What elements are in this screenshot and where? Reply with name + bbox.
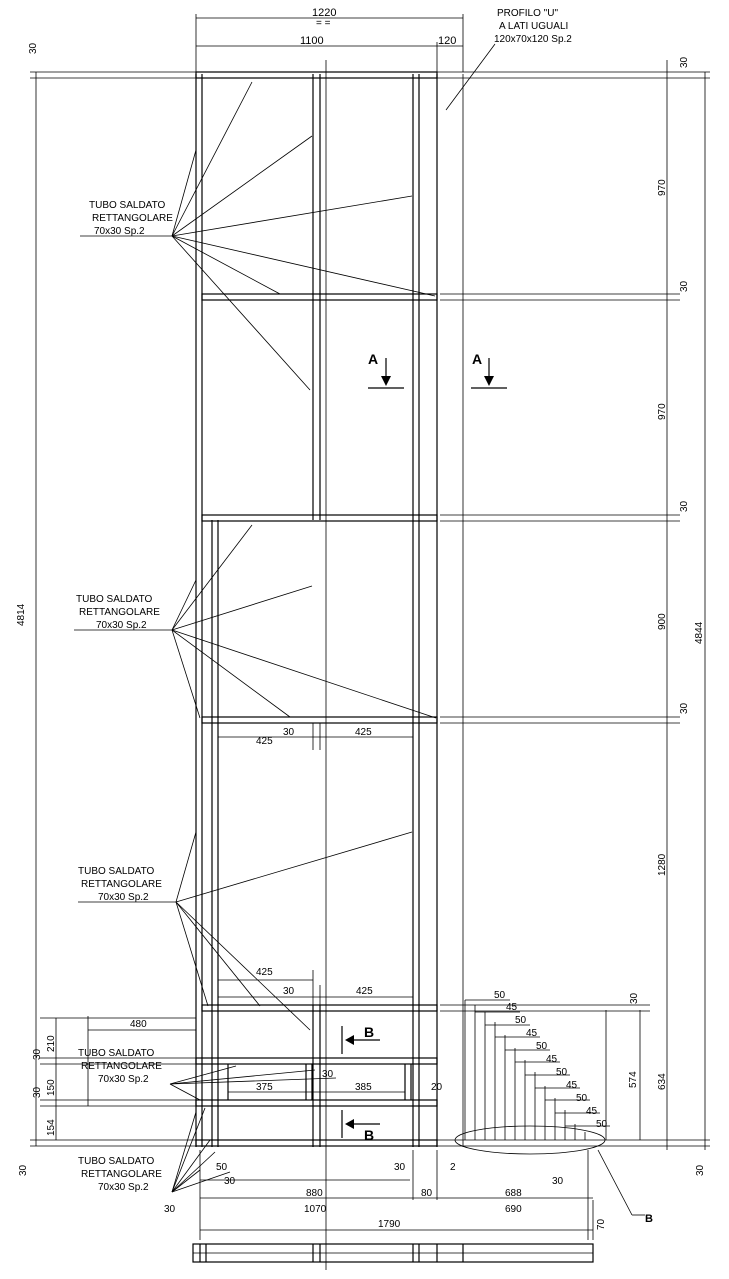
profile-note xyxy=(446,8,572,110)
dim-bottom-80: 80 xyxy=(421,1188,433,1199)
dim-right-6: 900 xyxy=(657,613,668,630)
tube-note-3-line1: TUBO SALDATO xyxy=(78,866,155,877)
tube-note-3 xyxy=(78,832,412,1030)
dim-bottom-30d: 30 xyxy=(552,1176,564,1187)
plan-strip xyxy=(193,1244,593,1262)
tube-note-2-line1: TUBO SALDATO xyxy=(76,594,153,605)
dim-bottom-50: 50 xyxy=(216,1162,228,1173)
dim-row-b: 385 xyxy=(355,1082,372,1093)
centre-mark: = = xyxy=(316,18,331,29)
dim-bottom-1070: 1070 xyxy=(304,1204,327,1215)
dim-right-1: 30 xyxy=(679,56,690,68)
stair-dim-9: 50 xyxy=(576,1093,588,1104)
tube-note-1-line2: RETTANGOLARE xyxy=(92,213,173,224)
profile-note-line1: PROFILO "U" xyxy=(497,8,558,19)
tube-note-4-line2: RETTANGOLARE xyxy=(81,1061,162,1072)
stair-dim-10: 45 xyxy=(586,1106,598,1117)
dim-30-b: 30 xyxy=(32,1086,43,1098)
dim-right-8: 1280 xyxy=(657,853,668,876)
dim-bottom-880: 880 xyxy=(306,1188,323,1199)
dim-right-9: 30 xyxy=(629,992,640,1004)
dim-bottom-2: 2 xyxy=(450,1162,456,1173)
dim-right-7: 30 xyxy=(679,702,690,714)
dim-right-4: 970 xyxy=(657,403,668,420)
dim-right-12: 30 xyxy=(695,1164,706,1176)
profile-note-line3: 120x70x120 Sp.2 xyxy=(494,34,572,45)
stair-dim-6: 45 xyxy=(546,1054,558,1065)
stair-dim-7: 50 xyxy=(556,1067,568,1078)
tube-note-5-line1: TUBO SALDATO xyxy=(78,1156,155,1167)
stair-dim-4: 45 xyxy=(526,1028,538,1039)
dim-bottom-690: 690 xyxy=(505,1204,522,1215)
dim-mid1-c: 425 xyxy=(355,727,372,738)
dim-overall-left: 4814 xyxy=(16,603,27,626)
dim-left-bottom: 30 xyxy=(18,1164,29,1176)
tube-note-3-line2: RETTANGOLARE xyxy=(81,879,162,890)
dim-mid2-a: 425 xyxy=(256,967,273,978)
dim-left-top: 30 xyxy=(28,42,39,54)
dim-150: 150 xyxy=(46,1079,57,1096)
tube-note-3-line3: 70x30 Sp.2 xyxy=(98,892,149,903)
staircase xyxy=(455,1000,645,1215)
dim-210: 210 xyxy=(46,1035,57,1052)
dim-bottom-688: 688 xyxy=(505,1188,522,1199)
tube-note-4-line1: TUBO SALDATO xyxy=(78,1048,155,1059)
dim-bottom-1790: 1790 xyxy=(378,1219,401,1230)
bottom-dimensions xyxy=(164,1150,607,1240)
dim-30-a: 30 xyxy=(32,1048,43,1060)
dim-total-width: 1220 xyxy=(312,7,337,19)
dim-mid1-a: 425 xyxy=(256,736,273,747)
stair-dim-11: 50 xyxy=(596,1119,608,1130)
section-a-right: A xyxy=(472,351,483,367)
dim-mid2-b: 30 xyxy=(283,986,295,997)
right-dimensions xyxy=(440,56,706,1176)
dim-bottom-30c: 30 xyxy=(164,1204,176,1215)
dim-right-10: 634 xyxy=(657,1073,668,1090)
tube-note-1-line3: 70x30 Sp.2 xyxy=(94,226,145,237)
stair-dim-8: 45 xyxy=(566,1080,578,1091)
stair-dim-5: 50 xyxy=(536,1041,548,1052)
dim-row-c: 30 xyxy=(322,1069,334,1080)
dim-right-5: 30 xyxy=(679,500,690,512)
dim-bottom-30a: 30 xyxy=(224,1176,236,1187)
tube-note-5-line2: RETTANGOLARE xyxy=(81,1169,162,1180)
dim-154: 154 xyxy=(46,1119,57,1136)
dim-bottom-30b: 30 xyxy=(394,1162,406,1173)
dim-row-d: 20 xyxy=(431,1082,443,1093)
tube-note-1-line1: TUBO SALDATO xyxy=(89,200,166,211)
section-a-left: A xyxy=(368,351,379,367)
tube-note-5-line3: 70x30 Sp.2 xyxy=(98,1182,149,1193)
dim-right-3: 30 xyxy=(679,280,690,292)
profile-note-line2: A LATI UGUALI xyxy=(499,21,569,32)
middle-dimensions xyxy=(218,723,443,1093)
dim-mid2-c: 425 xyxy=(356,986,373,997)
dim-mid1-b: 30 xyxy=(283,727,295,738)
dim-row-a: 375 xyxy=(256,1082,273,1093)
dim-inner-width: 1100 xyxy=(300,35,324,47)
section-b-bottom: B xyxy=(364,1127,375,1143)
stair-dim-3: 50 xyxy=(515,1015,527,1026)
tube-note-2-line2: RETTANGOLARE xyxy=(79,607,160,618)
tube-note-4-line3: 70x30 Sp.2 xyxy=(98,1074,149,1085)
tube-note-2 xyxy=(74,525,436,718)
detail-mark: B xyxy=(645,1213,653,1225)
stair-dim-2: 45 xyxy=(506,1002,518,1013)
tube-note-2-line3: 70x30 Sp.2 xyxy=(96,620,147,631)
dim-480: 480 xyxy=(130,1019,147,1030)
tube-note-5 xyxy=(78,1108,230,1193)
dim-right-2: 970 xyxy=(657,179,668,196)
stair-dim-1: 50 xyxy=(494,990,506,1001)
dim-right-11: 574 xyxy=(628,1071,639,1088)
dim-bottom-70: 70 xyxy=(596,1218,607,1230)
top-dimensions xyxy=(196,7,463,72)
section-b-top: B xyxy=(364,1024,375,1040)
dim-overall-right: 4844 xyxy=(694,621,705,644)
tube-note-1 xyxy=(80,82,435,390)
dim-side-width: 120 xyxy=(438,35,457,47)
